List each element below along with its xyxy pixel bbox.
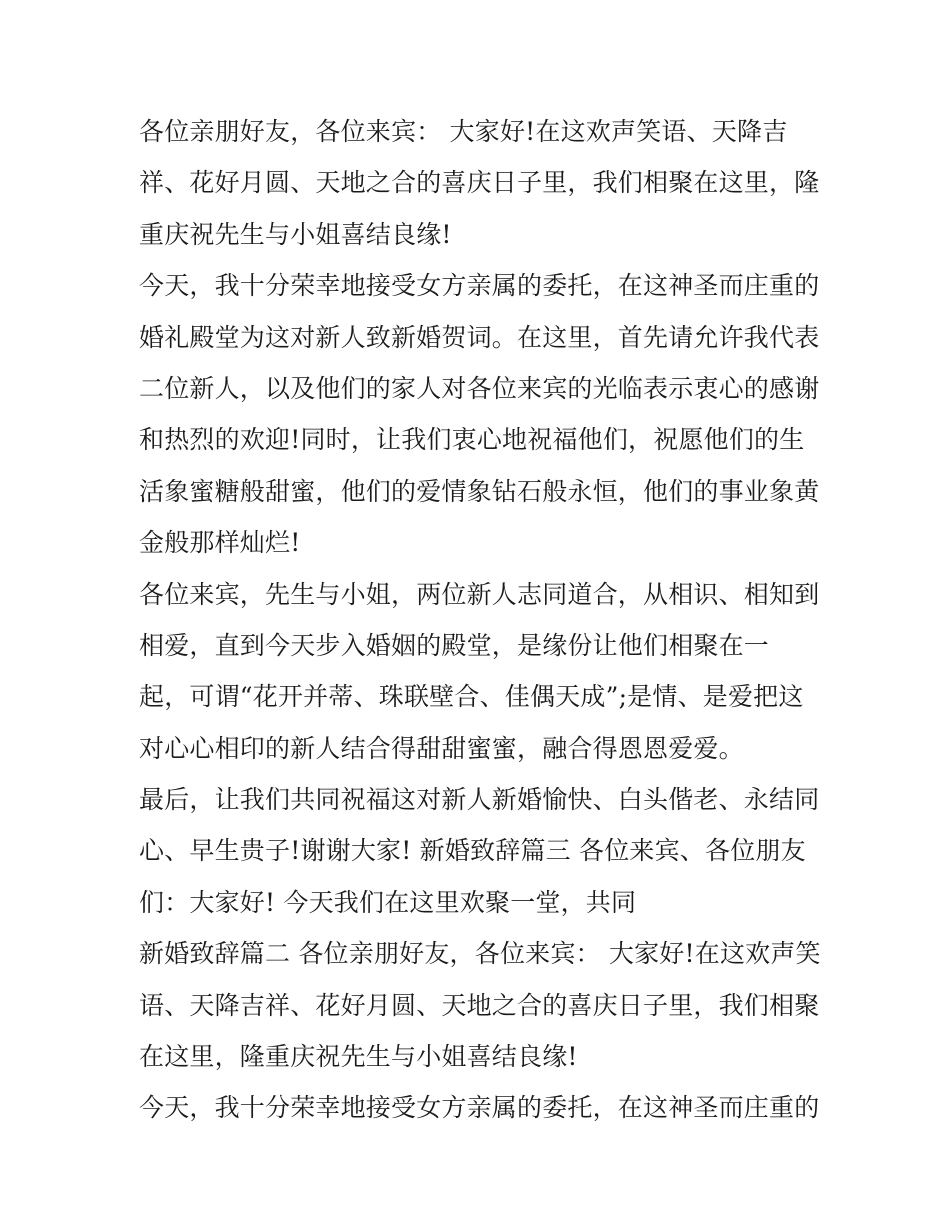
text-line: 们：大家好! 今天我们在这里欢聚一堂，共同 [139, 887, 637, 917]
text-line: 祥、花好月圆、天地之合的喜庆日子里，我们相聚在这里，隆 [139, 168, 820, 198]
text-line: 在这里，隆重庆祝先生与小姐喜结良缘! [139, 1042, 578, 1072]
text-line: 心、早生贵子!谢谢大家! 新婚致辞篇三 各位来宾、各位朋友 [139, 836, 806, 866]
text-line: 相爱，直到今天步入婚姻的殿堂，是缘份让他们相聚在一 [139, 630, 770, 660]
text-line: 各位来宾，先生与小姐，两位新人志同道合，从相识、相知到 [139, 579, 820, 609]
text-line: 语、天降吉祥、花好月圆、天地之合的喜庆日子里，我们相聚 [139, 990, 820, 1020]
text-line: 最后，让我们共同祝福这对新人新婚愉快、白头偕老、永结同 [139, 785, 820, 815]
text-line: 二位新人，以及他们的家人对各位来宾的光临表示衷心的感谢 [139, 373, 820, 403]
text-line: 和热烈的欢迎!同时，让我们衷心地祝福他们，祝愿他们的生 [139, 425, 805, 455]
text-line: 活象蜜糖般甜蜜，他们的爱情象钻石般永恒，他们的事业象黄 [139, 476, 820, 506]
text-line: 婚礼殿堂为这对新人致新婚贺词。在这里，首先请允许我代表 [139, 322, 820, 352]
document-body [139, 106, 829, 1134]
text-line: 金般那样灿烂! [139, 528, 301, 558]
text-line: 对心心相印的新人结合得甜甜蜜蜜，融合得恩恩爱爱。 [139, 733, 744, 763]
text-line: 各位亲朋好友，各位来宾： 大家好!在这欢声笑语、天降吉 [139, 117, 788, 146]
text-line: 新婚致辞篇二 各位亲朋好友，各位来宾： 大家好!在这欢声笑 [139, 939, 821, 969]
text-line: 起，可谓“花开并蒂、珠联壁合、佳偶天成”;是情、是爱把这 [139, 682, 804, 712]
text-line: 重庆祝先生与小姐喜结良缘! [139, 219, 452, 249]
text-line: 今天，我十分荣幸地接受女方亲属的委托，在这神圣而庄重的 [139, 271, 820, 301]
text-line: 今天，我十分荣幸地接受女方亲属的委托，在这神圣而庄重的 [139, 1093, 820, 1123]
